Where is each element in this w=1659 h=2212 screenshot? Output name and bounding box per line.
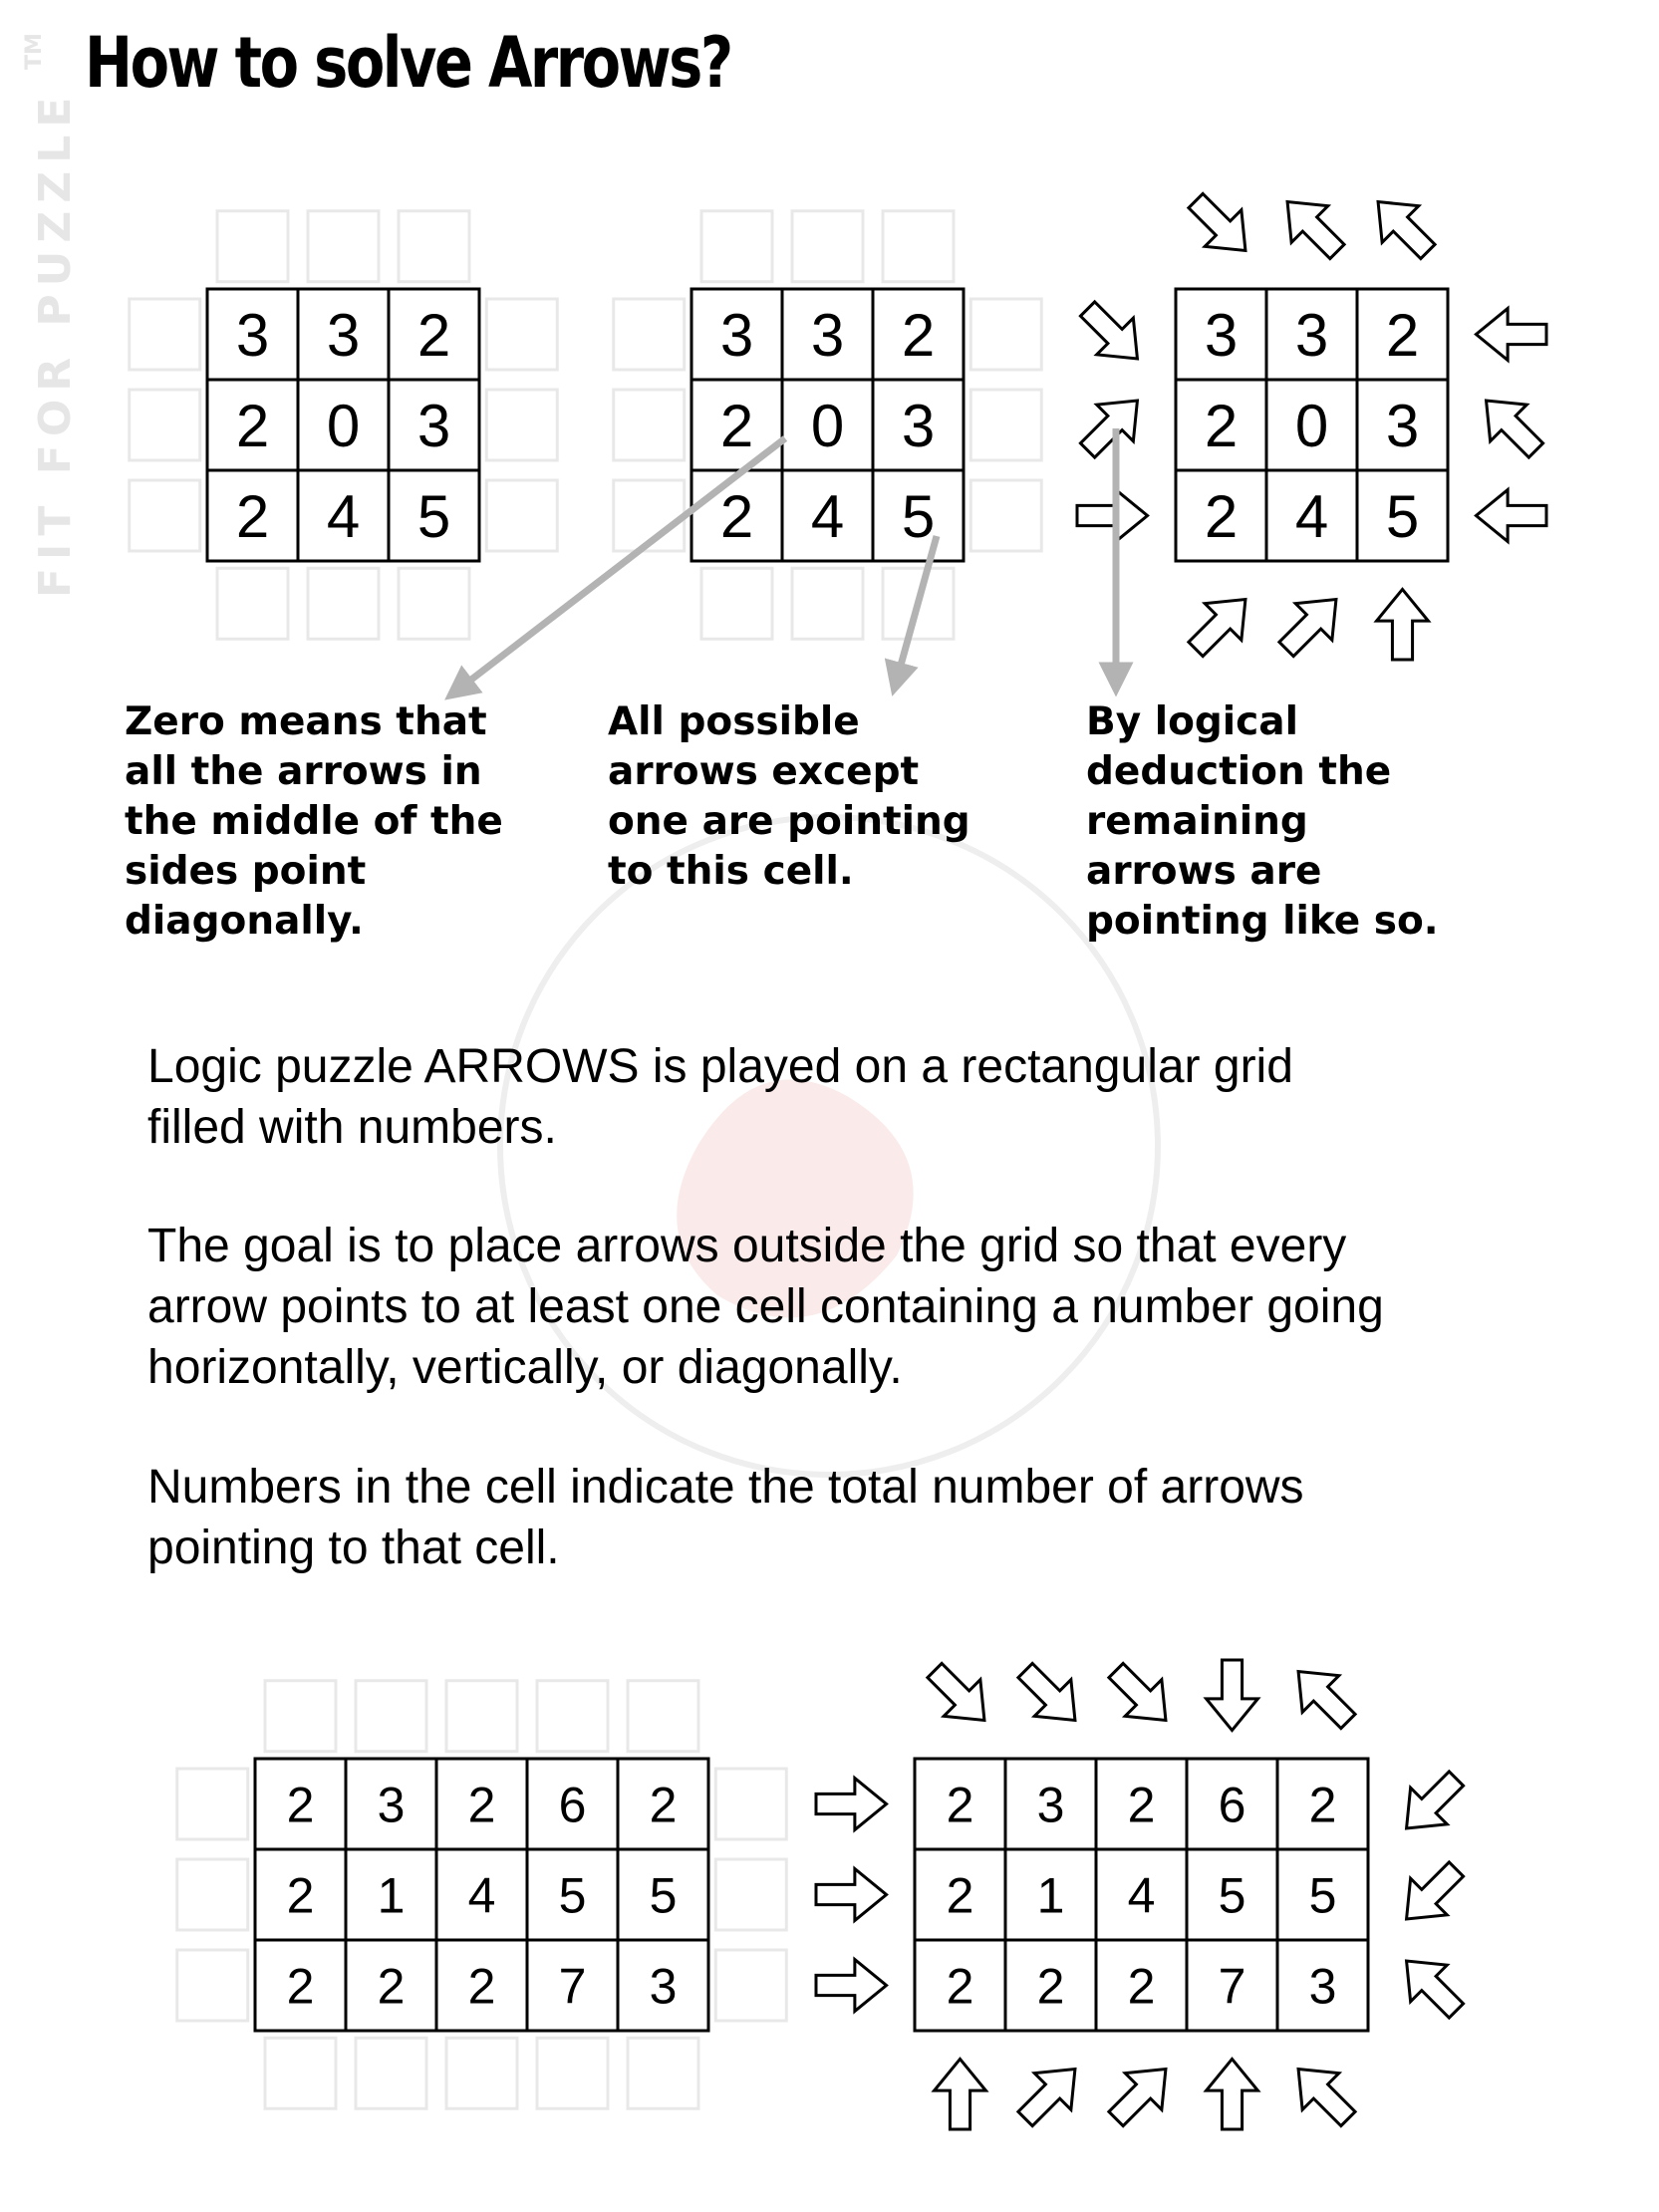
example2-solution-arrow-right-icon [816,1960,887,2012]
example1-solution-arrow-up-icon [1377,589,1429,660]
example1-solution-arrow-up-right-icon [1178,581,1264,668]
example2-puzzle-empty-box-left [177,1950,248,2021]
caption-all-possible: All possible arrows except one are pointing to this cell. [608,699,970,894]
example2-solution-arrow-right-icon [816,1869,887,1921]
example2-solution-cell-number: 7 [1218,1958,1246,2015]
example2-solution-cell-number: 2 [1127,1958,1156,2015]
example2-puzzle-cell-number: 7 [558,1958,587,2015]
example1-step2-cell-number: 3 [810,302,845,370]
example2-solution-cell-number: 2 [1308,1777,1337,1833]
example2-puzzle-cell-number: 2 [286,1777,315,1833]
example1-step1-empty-box-right [486,390,557,460]
example1-step1-cell-number: 3 [416,393,451,460]
example2-puzzle-cell-number: 3 [649,1958,678,2015]
example2-solution-arrow-down-right-icon [1098,1652,1185,1739]
trademark-mark: TM [22,33,47,70]
example2-solution-arrow-down-left-icon [1388,1761,1475,1847]
example2-puzzle-cell-number: 4 [467,1867,496,1924]
example1-step2-cell-number: 4 [810,483,845,551]
example1-step2-empty-box-right [970,390,1041,460]
example1-step1-empty-box-top [217,211,288,282]
example1-step3-grid [1176,289,1448,561]
caption-zero: Zero means that all the arrows in the middle of the sides point diagonally. [125,699,503,944]
example2-puzzle-empty-box-top [628,1681,698,1752]
example2-solution-cell-number: 2 [1127,1777,1156,1833]
example1-step1-cell-number: 3 [235,302,270,370]
rule-paragraph-goal: The goal is to place arrows outside the grid so that every arrow points to at least one cell containing a number going horizontally, vertically, or diagonally. [147,1220,1384,1394]
example2-puzzle-empty-box-bottom [446,2038,517,2108]
example1-step3-cell-number: 5 [1385,483,1420,551]
example1-step1-cell-number: 0 [326,393,361,460]
example2-solution-arrow-down-icon [1207,1660,1258,1731]
example2-solution-arrow-up-right-icon [1007,2051,1094,2137]
rule-paragraph-intro: Logic puzzle ARROWS is played on a rectangular grid filled with numbers. [147,1040,1293,1154]
example2-puzzle-cell-number: 5 [558,1867,587,1924]
example1-step2-cell-number: 0 [810,393,845,460]
example2-puzzle-empty-box-top [265,1681,336,1752]
example2-solution-arrow-down-right-icon [917,1652,1003,1739]
example1-solution-arrow-down-right-icon [1069,291,1156,378]
example2-solution-grid [915,1759,1368,2031]
example1-step1-cell-number: 2 [416,302,451,370]
example1-step2-cell-number: 2 [719,393,754,460]
page-title: How to solve Arrows? [85,22,731,104]
example1-step1-cell-number: 4 [326,483,361,551]
example1-step2-cell-number: 3 [901,393,936,460]
example2-puzzle-empty-box-bottom [356,2038,426,2108]
example1-step2-empty-box-top [701,211,772,282]
example1-step3-cell-number: 2 [1204,393,1239,460]
example1-step3-cell-number: 3 [1294,302,1329,370]
example1-step1-empty-box-top [399,211,469,282]
example1-step2-empty-box-left [614,390,685,460]
example1-step1-cell-number: 3 [326,302,361,370]
rule-paragraph-numbers: Numbers in the cell indicate the total number of arrows pointing to that cell. [147,1461,1304,1574]
example1-step1-empty-box-left [130,480,200,551]
example2-puzzle-empty-box-bottom [537,2038,608,2108]
example2-solution-cell-number: 4 [1127,1867,1156,1924]
example2-puzzle-empty-box-right [715,1950,786,2021]
example1-step1-empty-box-bottom [217,568,288,639]
example1-step1-cell-number: 2 [235,483,270,551]
example1-step1-empty-box-left [130,299,200,370]
example1-step2-empty-box-right [970,480,1041,551]
example2-solution-cell-number: 2 [946,1958,974,2015]
example2-solution-cell-number: 3 [1036,1777,1065,1833]
example2-solution-cell-number: 2 [946,1867,974,1924]
example2-puzzle-empty-box-bottom [265,2038,336,2108]
example1-solution-arrow-left-icon [1476,490,1546,542]
example2-solution-cell-number: 6 [1218,1777,1246,1833]
example2-solution-cell-number: 2 [1036,1958,1065,2015]
example1-step2-empty-box-bottom [792,568,863,639]
example1-step1-empty-box-bottom [399,568,469,639]
example2-puzzle-grid [177,1681,787,2109]
example1-step1-cell-number: 5 [416,483,451,551]
example2-puzzle-cell-number: 2 [286,1958,315,2015]
example1-step2-cell-number: 2 [901,302,936,370]
example2-solution-arrow-up-left-icon [1280,1653,1367,1740]
side-brand-text: FIT FOR PUZZLE [30,89,81,598]
example2-solution-arrow-down-left-icon [1388,1851,1475,1938]
example2-puzzle-cell-number: 2 [467,1777,496,1833]
example2-puzzle-cell-number: 1 [377,1867,406,1924]
example2-puzzle-cell-number: 2 [467,1958,496,2015]
example2-solution-arrow-up-right-icon [1098,2051,1185,2137]
example2-puzzle-cell-number: 2 [377,1958,406,2015]
example2-puzzle-empty-box-left [177,1769,248,1839]
example1-step2-cell-number: 5 [901,483,936,551]
example1-solution-arrow-up-right-icon [1268,581,1355,668]
example1-step2-empty-box-top [883,211,954,282]
example1-step3-cell-number: 2 [1385,302,1420,370]
example1-step2-cell-number: 2 [719,483,754,551]
example1-step1-cell-number: 2 [235,393,270,460]
example1-step3-cell-number: 3 [1385,393,1420,460]
example2-puzzle-empty-box-right [715,1769,786,1839]
example2-puzzle-empty-box-top [446,1681,517,1752]
example1-solution-arrow-left-icon [1476,309,1546,361]
example1-solution-arrow-up-left-icon [1269,183,1356,270]
example1-step1-empty-box-bottom [308,568,379,639]
example2-solution-arrow-up-icon [935,2059,986,2129]
example2-solution-cell-number: 1 [1036,1867,1065,1924]
example1-step2-cell-number: 3 [719,302,754,370]
example1-solution-arrow-up-left-icon [1360,183,1447,270]
pointer-to-zero-caption [458,438,785,690]
example2-solution-cell-number: 2 [946,1777,974,1833]
example2-puzzle-empty-box-top [356,1681,426,1752]
example2-puzzle-empty-box-right [715,1859,786,1930]
example2-solution-arrow-right-icon [816,1779,887,1830]
example1-step2-empty-box-bottom [701,568,772,639]
example2-solution-arrow-down-right-icon [1007,1652,1094,1739]
example2-solution-arrow-up-left-icon [1388,1943,1475,2030]
example2-puzzle-cell-number: 2 [286,1867,315,1924]
example1-step1-empty-box-top [308,211,379,282]
example2-solution-arrow-up-left-icon [1280,2051,1367,2137]
example1-step2-grid [614,211,1042,640]
example1-step3-cell-number: 4 [1294,483,1329,551]
example1-solution-arrow-up-left-icon [1468,383,1554,469]
caption-deduction: By logical deduction the remaining arrows are pointing like so. [1086,699,1439,944]
example2-solution-cell-number: 5 [1308,1867,1337,1924]
example2-solution-arrow-up-icon [1207,2059,1258,2129]
example2-puzzle-empty-box-left [177,1859,248,1930]
example1-step2-empty-box-top [792,211,863,282]
example2-solution-cell-number: 5 [1218,1867,1246,1924]
example1-step3-cell-number: 3 [1204,302,1239,370]
example1-solution-arrow-up-right-icon [1069,383,1156,469]
example2-puzzle-cell-number: 6 [558,1777,587,1833]
example1-step3-cell-number: 2 [1204,483,1239,551]
example1-step1-grid [130,211,558,640]
example1-step1-empty-box-right [486,299,557,370]
example1-solution-arrow-down-right-icon [1178,182,1264,269]
example1-step1-empty-box-left [130,390,200,460]
example2-solution-cell-number: 3 [1308,1958,1337,2015]
example2-puzzle-cell-number: 2 [649,1777,678,1833]
example1-step2-empty-box-left [614,299,685,370]
example1-step2-empty-box-right [970,299,1041,370]
example2-puzzle-cell-number: 5 [649,1867,678,1924]
example1-solution-arrow-right-icon [1077,490,1148,542]
example2-puzzle-cell-number: 3 [377,1777,406,1833]
example2-puzzle-empty-box-top [537,1681,608,1752]
example1-step3-cell-number: 0 [1294,393,1329,460]
example1-step1-empty-box-right [486,480,557,551]
example2-puzzle-empty-box-bottom [628,2038,698,2108]
